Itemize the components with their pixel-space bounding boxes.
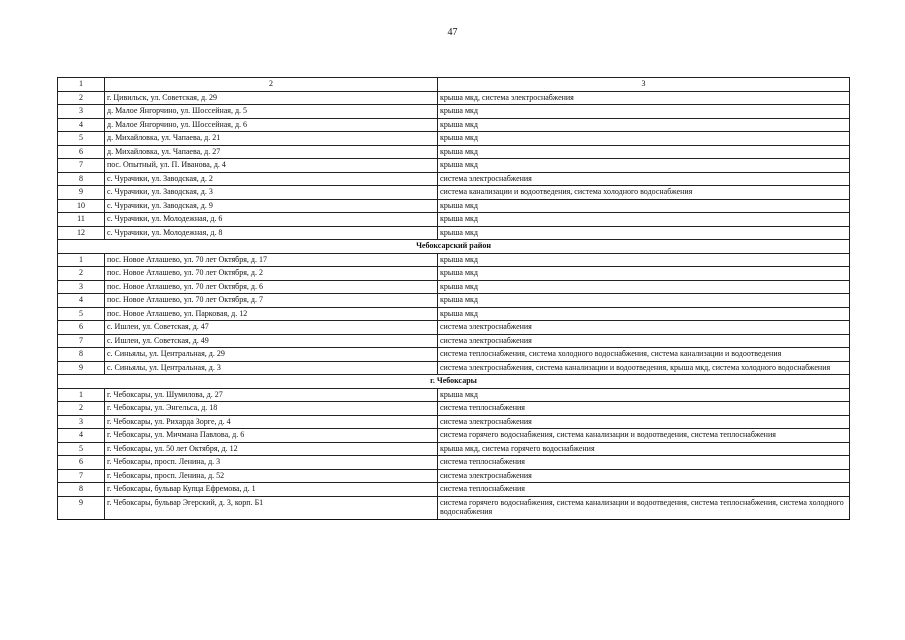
row-number-cell: 7: [58, 159, 105, 173]
row-number-cell: 6: [58, 456, 105, 470]
address-cell: пос. Новое Атлашево, ул. 70 лет Октября, д. 7: [105, 294, 438, 308]
table-row: [58, 118, 850, 132]
systems-cell: крыша мкд: [438, 267, 850, 281]
table-row: [58, 469, 850, 483]
systems-cell: крыша мкд: [438, 388, 850, 402]
address-cell: пос. Новое Атлашево, ул. 70 лет Октября, д. 2: [105, 267, 438, 281]
row-number-cell: 5: [58, 442, 105, 456]
systems-cell: система электроснабжения: [438, 469, 850, 483]
table-row: [58, 402, 850, 416]
table-row: [58, 280, 850, 294]
table-row: [58, 172, 850, 186]
table-row: [58, 186, 850, 200]
address-cell: г. Чебоксары, ул. 50 лет Октября, д. 12: [105, 442, 438, 456]
systems-cell: система электроснабжения: [438, 334, 850, 348]
systems-cell: крыша мкд: [438, 307, 850, 321]
table-row: [58, 145, 850, 159]
row-number-cell: 8: [58, 483, 105, 497]
address-cell: д. Малое Янгорчино, ул. Шоссейная, д. 5: [105, 105, 438, 119]
row-number-cell: 7: [58, 469, 105, 483]
address-cell: с. Ишлеи, ул. Советская, д. 47: [105, 321, 438, 335]
address-cell: г. Чебоксары, ул. Энгельса, д. 18: [105, 402, 438, 416]
row-number-cell: 12: [58, 226, 105, 240]
address-cell: с. Чурачики, ул. Молодежная, д. 6: [105, 213, 438, 227]
address-cell: г. Чебоксары, просп. Ленина, д. 3: [105, 456, 438, 470]
row-number-cell: 6: [58, 321, 105, 335]
address-cell: с. Ишлеи, ул. Советская, д. 49: [105, 334, 438, 348]
table-row: [58, 456, 850, 470]
table-row: [58, 267, 850, 281]
systems-cell: крыша мкд: [438, 294, 850, 308]
row-number-cell: 1: [58, 388, 105, 402]
table-row: [58, 91, 850, 105]
table-row: [58, 442, 850, 456]
systems-cell: система теплоснабжения, система холодного водоснабжения, система канализации и водоотведения: [438, 348, 850, 362]
address-cell: г. Чебоксары, бульвар Купца Ефремова, д. 1: [105, 483, 438, 497]
row-number-cell: 5: [58, 132, 105, 146]
objects-table: [57, 77, 850, 520]
row-number-cell: 9: [58, 496, 105, 519]
address-cell: д. Михайловка, ул. Чапаева, д. 21: [105, 132, 438, 146]
section-title: г. Чебоксары: [58, 375, 850, 389]
row-number-cell: 8: [58, 172, 105, 186]
systems-cell: система электроснабжения: [438, 321, 850, 335]
address-cell: г. Чебоксары, ул. Шумилова, д. 27: [105, 388, 438, 402]
address-cell: пос. Новое Атлашево, ул. Парковая, д. 12: [105, 307, 438, 321]
address-cell: с. Чурачики, ул. Молодежная, д. 8: [105, 226, 438, 240]
address-cell: г. Цивильск, ул. Советская, д. 29: [105, 91, 438, 105]
address-cell: г. Чебоксары, ул. Мичмана Павлова, д. 6: [105, 429, 438, 443]
address-cell: пос. Новое Атлашево, ул. 70 лет Октября, д. 17: [105, 253, 438, 267]
row-number-cell: 7: [58, 334, 105, 348]
section-header-row: [58, 240, 850, 254]
header-cell: 1: [58, 78, 105, 92]
row-number-cell: 9: [58, 186, 105, 200]
systems-cell: крыша мкд: [438, 199, 850, 213]
table-row: [58, 159, 850, 173]
table-row: [58, 294, 850, 308]
row-number-cell: 2: [58, 91, 105, 105]
table-row: [58, 334, 850, 348]
row-number-cell: 5: [58, 307, 105, 321]
address-cell: пос. Опытный, ул. П. Иванова, д. 4: [105, 159, 438, 173]
row-number-cell: 9: [58, 361, 105, 375]
systems-cell: крыша мкд: [438, 253, 850, 267]
table-row: [58, 307, 850, 321]
table-row: [58, 415, 850, 429]
systems-cell: система теплоснабжения: [438, 483, 850, 497]
systems-cell: крыша мкд: [438, 159, 850, 173]
row-number-cell: 6: [58, 145, 105, 159]
row-number-cell: 1: [58, 253, 105, 267]
table-row: [58, 213, 850, 227]
systems-cell: крыша мкд: [438, 132, 850, 146]
page-number: 47: [447, 27, 458, 38]
address-cell: с. Синьялы, ул. Центральная, д. 3: [105, 361, 438, 375]
table-header-row: [58, 78, 850, 92]
row-number-cell: 4: [58, 294, 105, 308]
address-cell: с. Синьялы, ул. Центральная, д. 29: [105, 348, 438, 362]
address-cell: с. Чурачики, ул. Заводская, д. 9: [105, 199, 438, 213]
row-number-cell: 2: [58, 402, 105, 416]
systems-cell: крыша мкд, система электроснабжения: [438, 91, 850, 105]
table-row: [58, 361, 850, 375]
systems-cell: система горячего водоснабжения, система канализации и водоотведения, система теплоснабжения, система холодного водоснабжения: [438, 496, 850, 519]
address-cell: пос. Новое Атлашево, ул. 70 лет Октября, д. 6: [105, 280, 438, 294]
address-cell: г. Чебоксары, просп. Ленина, д. 52: [105, 469, 438, 483]
systems-cell: крыша мкд: [438, 105, 850, 119]
row-number-cell: 3: [58, 105, 105, 119]
table-row: [58, 253, 850, 267]
table-row: [58, 388, 850, 402]
header-cell: 3: [438, 78, 850, 92]
systems-cell: система электроснабжения: [438, 415, 850, 429]
row-number-cell: 8: [58, 348, 105, 362]
address-cell: д. Малое Янгорчино, ул. Шоссейная, д. 6: [105, 118, 438, 132]
address-cell: д. Михайловка, ул. Чапаева, д. 27: [105, 145, 438, 159]
row-number-cell: 3: [58, 415, 105, 429]
systems-cell: система теплоснабжения: [438, 402, 850, 416]
address-cell: с. Чурачики, ул. Заводская, д. 2: [105, 172, 438, 186]
row-number-cell: 3: [58, 280, 105, 294]
table-row: [58, 348, 850, 362]
address-cell: г. Чебоксары, бульвар Эгерский, д. 3, корп. Б1: [105, 496, 438, 519]
table-row: [58, 226, 850, 240]
systems-cell: крыша мкд, система горячего водоснабжения: [438, 442, 850, 456]
systems-cell: система канализации и водоотведения, система холодного водоснабжения: [438, 186, 850, 200]
table-row: [58, 496, 850, 519]
address-cell: г. Чебоксары, ул. Рихарда Зорге, д. 4: [105, 415, 438, 429]
table-row: [58, 105, 850, 119]
section-header-row: [58, 375, 850, 389]
systems-cell: крыша мкд: [438, 226, 850, 240]
header-cell: 2: [105, 78, 438, 92]
systems-cell: система электроснабжения, система канализации и водоотведения, крыша мкд, система холодного водоснабжения: [438, 361, 850, 375]
row-number-cell: 10: [58, 199, 105, 213]
systems-cell: система электроснабжения: [438, 172, 850, 186]
row-number-cell: 11: [58, 213, 105, 227]
row-number-cell: 2: [58, 267, 105, 281]
table-row: [58, 321, 850, 335]
section-title: Чебоксарский район: [58, 240, 850, 254]
table-row: [58, 429, 850, 443]
systems-cell: система теплоснабжения: [438, 456, 850, 470]
systems-cell: система горячего водоснабжения, система канализации и водоотведения, система теплоснабжения: [438, 429, 850, 443]
systems-cell: крыша мкд: [438, 280, 850, 294]
row-number-cell: 4: [58, 118, 105, 132]
systems-cell: крыша мкд: [438, 118, 850, 132]
address-cell: с. Чурачики, ул. Заводская, д. 3: [105, 186, 438, 200]
table-row: [58, 132, 850, 146]
table-row: [58, 199, 850, 213]
table-row: [58, 483, 850, 497]
systems-cell: крыша мкд: [438, 145, 850, 159]
systems-cell: крыша мкд: [438, 213, 850, 227]
row-number-cell: 4: [58, 429, 105, 443]
